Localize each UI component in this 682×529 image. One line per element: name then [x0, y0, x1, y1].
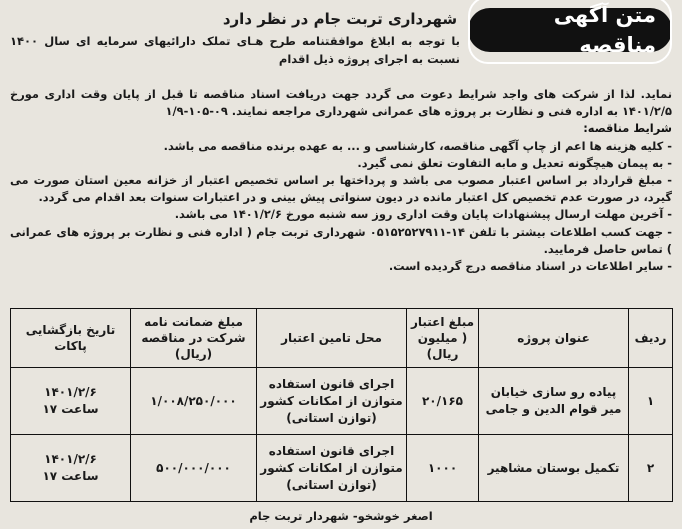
cell-credit-amount	[407, 368, 479, 435]
intro-paragraph: با توجه به ابلاغ موافقتنامه طرح هـای تملک دارائیهای سرمایه ای سال ۱۴۰۰ نسبت به اجرای پروژه ذیل اقدام	[10, 34, 460, 66]
table-row	[11, 435, 673, 502]
opening-date: ۱۴۰۱/۲/۶	[44, 452, 97, 466]
cell-project-title: پیاده رو سازی خیابان میر قوام الدین و جامی	[479, 368, 629, 435]
table-row	[11, 368, 673, 435]
notice-title-badge	[468, 3, 672, 57]
condition-item: - کلیه هزینه ها اعم از چاپ آگهی مناقصه، کارشناسی و ... به عهده برنده مناقصه می باشد.	[163, 138, 672, 153]
header-funding-source: محل تامین اعتبار	[257, 309, 407, 368]
cell-row-number: ۲	[629, 435, 673, 502]
projects-table	[10, 308, 673, 502]
credit-value: ۲۰/۱۶۵	[421, 393, 463, 408]
cell-credit-amount	[407, 435, 479, 502]
cell-guarantee-amount	[131, 435, 257, 502]
municipality-heading: شهرداری تربت جام در نظر دارد	[222, 10, 458, 28]
credit-value: ۱۰۰۰	[427, 460, 458, 475]
cell-opening-date	[11, 368, 131, 435]
header-opening-date: تاریخ بازگشایی پاکات	[11, 309, 131, 368]
cell-row-number: ۱	[629, 368, 673, 435]
opening-time: ساعت ۱۷	[42, 469, 99, 483]
cell-funding-source: اجرای قانون استفاده متوازن از امکانات کشور (توازن استانی)	[257, 435, 407, 502]
table-header-row	[11, 309, 673, 368]
opening-time: ساعت ۱۷	[42, 402, 99, 416]
header-guarantee-amount: مبلغ ضمانت نامه شرکت در مناقصه (ریال)	[131, 309, 257, 368]
cell-opening-date	[11, 435, 131, 502]
guarantee-value: ۱/۰۰۸/۲۵۰/۰۰۰	[150, 393, 237, 408]
cell-funding-source: اجرای قانون استفاده متوازن از امکانات کشور (توازن استانی)	[257, 368, 407, 435]
header-project-title: عنوان پروژه	[479, 309, 629, 368]
signature-line: اصغر خوشخو- شهردار تربت جام	[249, 509, 433, 523]
guarantee-value: ۵۰۰/۰۰۰/۰۰۰	[156, 460, 231, 475]
condition-item: - مبلغ قرارداد بر اساس اعتبار مصوب می باشد و پرداختها بر اساس تخصیص اعتبار از خزانه معین استان صورت می گیرد، در صورت عدم تخصیص کل اعتبار مانده در دیون سنواتی پیش بینی و در اعتبارات سنوات بعد اقدام می گردد.	[10, 173, 672, 205]
condition-item: - سایر اطلاعات در اسناد مناقصه درج گردیده است.	[388, 259, 672, 274]
invitation-paragraph: نماید. لذا از شرکت های واجد شرایط دعوت می گردد جهت دریافت اسناد مناقصه تا قبل از پایان وقت اداری مورخ ۱۴۰۱/۲/۵ به اداره فنی و نظارت بر پروژه های عمرانی شهرداری مراجعه نمایند. ۰۹-۱۰۵-۱/۹	[10, 87, 672, 119]
condition-item: - جهت کسب اطلاعات بیشتر با تلفن ۱۴-۰۵۱۵۲۵۲۷۹۱۱ شهرداری تربت جام ( اداره فنی و نظارت بر پروژه های عمرانی ) تماس حاصل فرمایید.	[10, 224, 673, 256]
cell-guarantee-amount	[131, 368, 257, 435]
header-row-number: ردیف	[629, 309, 673, 368]
header-credit-amount: مبلغ اعتبار ( میلیون ریال)	[407, 309, 479, 368]
cell-project-title: تکمیل بوستان مشاهیر	[479, 435, 629, 502]
condition-item: - آخرین مهلت ارسال پیشنهادات پایان وقت اداری روز سه شنبه مورخ ۱۴۰۱/۲/۶ می باشد.	[174, 207, 672, 222]
opening-date: ۱۴۰۱/۲/۶	[44, 385, 97, 399]
notice-title: متن آگهی مناقصه	[468, 0, 672, 64]
conditions-heading: شرایط مناقصه:	[583, 121, 672, 136]
condition-item: - به پیمان هیچگونه تعدیل و مابه التفاوت تعلق نمی گیرد.	[357, 155, 672, 170]
notice-body	[10, 86, 672, 275]
